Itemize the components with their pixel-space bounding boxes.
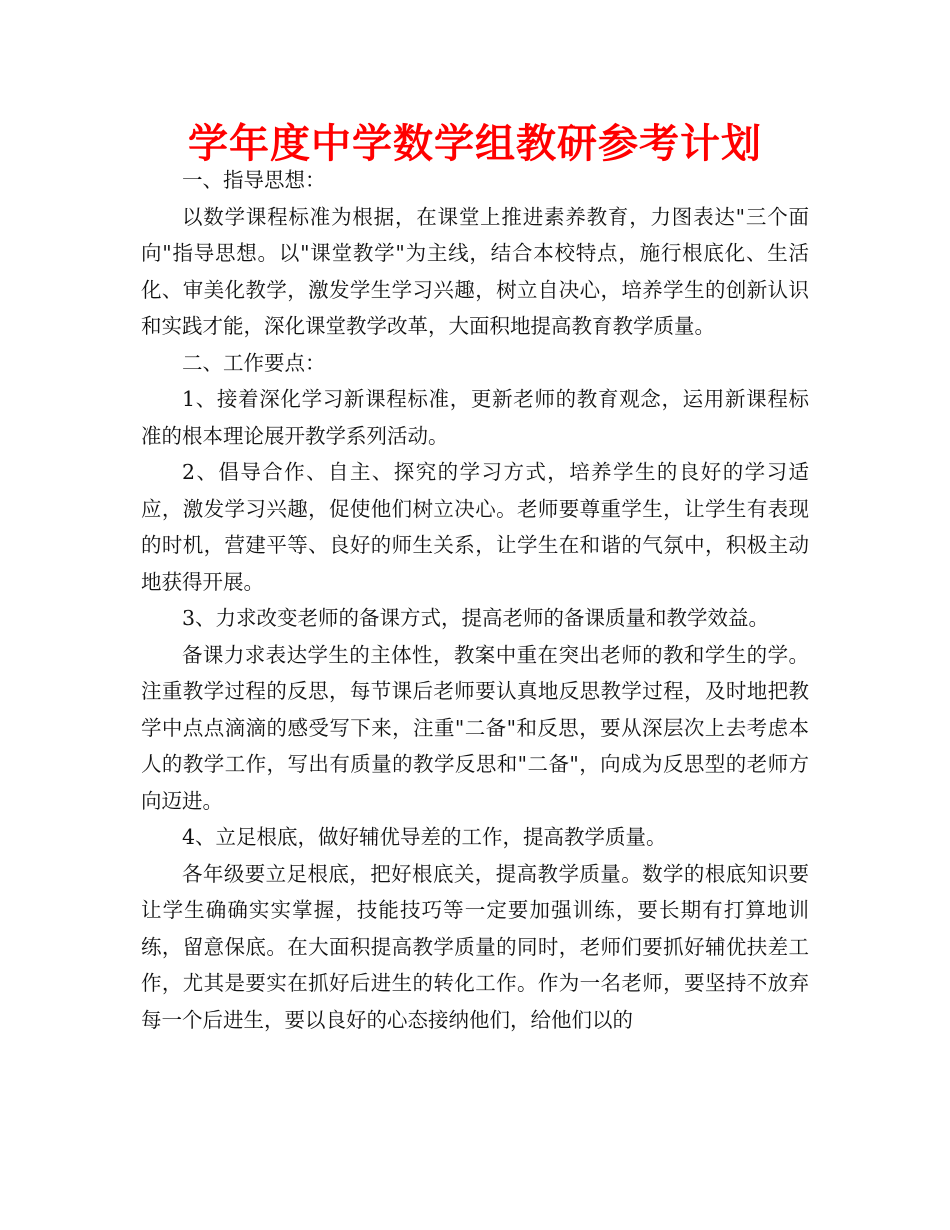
section-heading-guiding-thought: 一、指导思想： <box>182 168 326 192</box>
paragraph: 以数学课程标准为根据，在课堂上推进素养教育，力图表达"三个面向"指导思想。以"课堂教学"为主线，结合本校特点，施行根底化、生活化、审美化教学，激发学生学习兴趣，树立自决心，培养学生的创新认识和实践才能，深化课堂教学改革，大面积地提高教育教学质量。 <box>141 204 809 338</box>
paragraph: 2、倡导合作、自主、探究的学习方式，培养学生的良好的学习适应，激发学习兴趣，促使他们树立决心。老师要尊重学生，让学生有表现的时机，营建平等、良好的师生关系，让学生在和谐的气氛中，积极主动地获得开展。 <box>141 460 809 594</box>
paragraph: 备课力求表达学生的主体性，教案中重在突出老师的教和学生的学。注重教学过程的反思，每节课后老师要认真地反思教学过程，及时地把教学中点点滴滴的感受写下来，注重"二备"和反思，要从深层次上去考虑本人的教学工作，写出有质量的教学反思和"二备"，向成为反思型的老师方向迈进。 <box>141 642 809 813</box>
paragraph: 4、立足根底，做好辅优导差的工作，提高教学质量。 <box>182 825 667 849</box>
paragraph: 1、接着深化学习新课程标准，更新老师的教育观念，运用新课程标准的根本理论展开教学系列活动。 <box>141 387 809 448</box>
paragraph: 各年级要立足根底，把好根底关，提高教学质量。数学的根底知识要让学生确确实实掌握，技能技巧等一定要加强训练，要长期有打算地训练，留意保底。在大面积提高教学质量的同时，老师们要抓好辅优扶差工作，尤其是要实在抓好后进生的转化工作。作为一名老师，要坚持不放弃每一个后进生，要以良好的心态接纳他们，给他们以的 <box>141 861 809 1032</box>
document-title: 学年度中学数学组教研参考计划 <box>188 121 762 167</box>
document-body <box>141 162 809 1038</box>
paragraph: 3、力求改变老师的备课方式，提高老师的备课质量和教学效益。 <box>182 606 770 630</box>
section-heading-work-points: 二、工作要点： <box>182 350 326 375</box>
